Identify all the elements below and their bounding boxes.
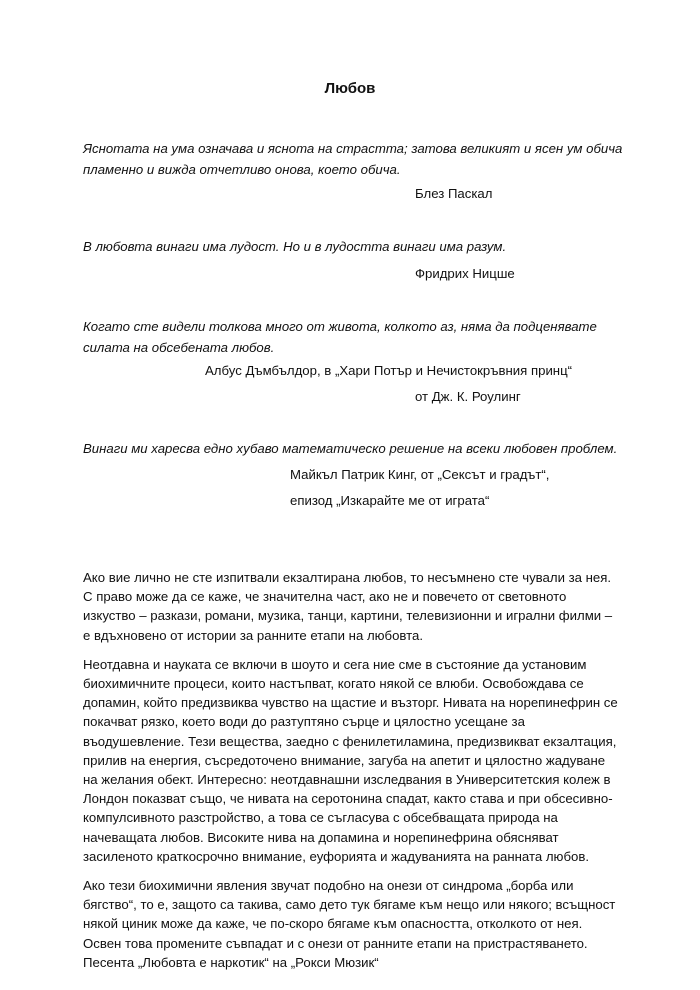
quote-nietzsche: В любовта винаги има лудост. Но и в лудостта винаги има разум. <box>83 239 507 254</box>
quote-dumbledore: Когато сте видели толкова много от живота, колкото аз, няма да подценявате силата на обсебената любов. <box>83 319 597 355</box>
quote-king: Винаги ми харесва едно хубаво математическо решение на всеки любовен проблем. <box>83 441 618 456</box>
quote-pascal-author: Блез Паскал <box>415 186 493 201</box>
quote-king-episode: епизод „Изкарайте ме от играта“ <box>290 493 490 508</box>
paragraph: Неотдавна и науката се включи в шоуто и сега ние сме в състояние да установим биохимичните процеси, които настъпват, когато някой се влюби. Освобождава се допамин, който предизвиква чувство на щастие и възторг. Нивата на норепинефрин се покачват рязко, което води до разтуптяно сърце и цялостно усещане за въодушевление. Тези вещества, заедно с фенилетиламина, предизвикват екзалтация, прилив на енергия, съсредоточено внимание, загуба на апетит и цялостно жадуване на желания обект. Интересно: неотдавнашни изследвания в Университетския колеж в Лондон показват също, че нивата на серотонина спадат, както става и при обсесивно-компулсивното разстройство, а това се съгласува с обсебващата природа на начеващата любов. Високите нива на допамина и норепинефрина обясняват засиленото краткосрочно внимание, еуфорията и жадуванията на ранната любов. <box>83 656 618 864</box>
quote-nietzsche-author: Фридрих Ницше <box>415 266 515 281</box>
quote-king-author: Майкъл Патрик Кинг, от „Сексът и градът“, <box>290 467 550 482</box>
quote-pascal: Яснотата на ума означава и яснота на страстта; затова великият и ясен ум обича пламенно и вижда отчетливо онова, което обича. <box>83 141 623 177</box>
paragraph: Ако вие лично не сте изпитвали екзалтирана любов, то несъмнено сте чували за нея. С право може да се каже, че значителна част, ако не и повечето от световното изкуство – разкази, романи, музика, танци, картини, телевизионни и игрални филми – е вдъхновено от истории за ранните етапи на любовта. <box>83 570 613 643</box>
quote-dumbledore-source: от Дж. К. Роулинг <box>415 389 521 404</box>
page-title: Любов <box>324 80 376 97</box>
body-text <box>83 568 618 982</box>
quote-dumbledore-author: Албус Дъмбълдор, в „Хари Потър и Нечистокръвния принц“ <box>205 363 573 378</box>
paragraph: Ако тези биохимични явления звучат подобно на онези от синдрома „борба или бягство“, то е, защото са такива, само дето тук бягаме към нещо или някого; всъщност някой циник може да каже, че по-скоро бягаме към опасността, отколкото от нея. Освен това промените съвпадат и с онези от ранните етапи на пристрастяването. Песента „Любовта е наркотик“ на „Рокси Мюзик“ <box>83 878 616 970</box>
